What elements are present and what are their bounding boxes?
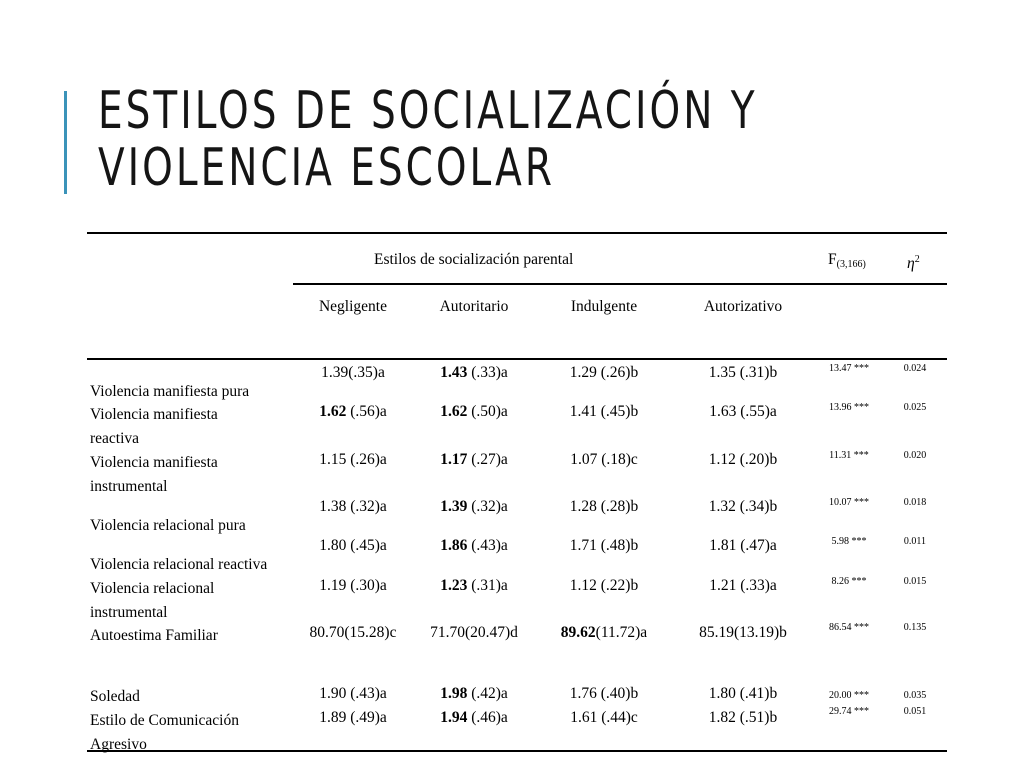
cell-emphasis: 1.39 (440, 498, 468, 515)
table-cell (534, 537, 674, 555)
cell-value: 85.19(13.19)b (699, 624, 787, 641)
cell-value: (.32)a (467, 498, 508, 515)
table-cell (673, 403, 813, 421)
eta-value: 0.015 (903, 576, 927, 587)
slide-title: ESTILOS DE SOCIALIZACIÓN Y VIOLENCIA ESCOLAR (98, 81, 758, 198)
table-cell (673, 451, 813, 469)
cell-emphasis: 1.94 (440, 709, 468, 726)
table-cell (534, 577, 674, 595)
table-cell (404, 451, 544, 469)
f-value: 5.98 *** (831, 536, 867, 547)
row-label (90, 514, 246, 538)
cell-value: 1.63 (.55)a (709, 403, 777, 420)
table-cell (283, 364, 423, 382)
cell-value: (.33)a (467, 364, 508, 381)
cell-value: 1.76 (.40)b (569, 685, 639, 702)
row-label-line: Violencia relacional pura (90, 517, 246, 534)
cell-value: 1.89 (.49)a (319, 709, 387, 726)
cell-value: (.46)a (467, 709, 508, 726)
cell-value: 1.12 (.20)b (708, 451, 778, 468)
eta-value: 0.135 (903, 622, 927, 633)
cell-value: 1.80 (.41)b (708, 685, 778, 702)
table-cell (534, 364, 674, 382)
table-top-rule (87, 232, 947, 234)
table-cell (283, 685, 423, 703)
cell-value: (.27)a (467, 451, 508, 468)
row-label (90, 403, 218, 451)
eta-value: 0.011 (903, 536, 927, 547)
table-cell (283, 624, 423, 642)
table-cell (404, 537, 544, 555)
cell-value: 1.12 (.22)b (569, 577, 639, 594)
row-label-line: Estilo de Comunicación (90, 712, 239, 729)
row-label (90, 624, 218, 648)
table-body-rule (87, 358, 947, 360)
cell-value: (.42)a (467, 685, 508, 702)
cell-value: 80.70(15.28)c (309, 624, 397, 641)
table-cell (404, 577, 544, 595)
table-header-rule (293, 283, 947, 285)
table-cell (673, 685, 813, 703)
table-cell (283, 709, 423, 727)
table-cell (283, 577, 423, 595)
row-label-line: Agresivo (90, 736, 147, 753)
table-cell (283, 498, 423, 516)
table-cell (404, 685, 544, 703)
table-cell (283, 537, 423, 555)
cell-value: 1.39(.35)a (321, 364, 385, 381)
table-cell (404, 624, 544, 642)
table-cell (404, 403, 544, 421)
cell-emphasis: 1.98 (440, 685, 468, 702)
table-cell (404, 709, 544, 727)
cell-value: 1.80 (.45)a (319, 537, 387, 554)
table-cell (673, 537, 813, 555)
cell-value: 1.28 (.28)b (569, 498, 639, 515)
row-label-line: Violencia relacional reactiva (90, 556, 268, 573)
cell-emphasis: 1.62 (440, 403, 468, 420)
eta-value: 0.051 (903, 706, 927, 717)
cell-value: 1.35 (.31)b (708, 364, 778, 381)
table-cell (404, 364, 544, 382)
eta-value: 0.035 (903, 690, 927, 701)
cell-value: 71.70(20.47)d (430, 624, 518, 641)
cell-value: 1.81 (.47)a (709, 537, 777, 554)
row-label (90, 577, 214, 625)
row-label-line: instrumental (90, 478, 168, 495)
table-cell (673, 577, 813, 595)
table-cell (534, 624, 674, 642)
cell-value: 1.19 (.30)a (319, 577, 387, 594)
table-cell (673, 709, 813, 727)
column-header: Negligente (318, 298, 387, 315)
group-header: Estilos de socialización parental (374, 251, 574, 268)
cell-value: (.50)a (467, 403, 508, 420)
cell-value: 1.07 (.18)c (570, 451, 638, 468)
title-accent-bar (64, 91, 67, 194)
table-cell (673, 624, 813, 642)
eta-squared-header: $\eta^2$ (907, 254, 920, 272)
column-header: Autorizativo (703, 298, 783, 315)
row-label (90, 380, 249, 404)
f-value: 20.00 *** (829, 690, 869, 701)
row-label-line: Violencia relacional (90, 580, 215, 597)
cell-value: 1.32 (.34)b (708, 498, 778, 515)
row-label-line: Violencia manifiesta (90, 406, 218, 423)
cell-value: 1.61 (.44)c (570, 709, 638, 726)
eta-value: 0.025 (903, 402, 927, 413)
row-label (90, 553, 267, 577)
cell-value: 1.21 (.33)a (709, 577, 777, 594)
row-label-line: reactiva (90, 430, 140, 447)
f-value: 13.47 *** (829, 363, 869, 374)
row-label-line: Violencia manifiesta pura (90, 383, 250, 400)
table-cell (283, 451, 423, 469)
cell-value: 1.41 (.45)b (569, 403, 639, 420)
row-label-line: Violencia manifiesta (90, 454, 218, 471)
table-cell (404, 498, 544, 516)
f-value: 13.96 *** (829, 402, 869, 413)
eta-value: 0.024 (903, 363, 927, 374)
cell-value: 1.71 (.48)b (569, 537, 639, 554)
f-value: 86.54 *** (829, 622, 869, 633)
cell-value: 1.90 (.43)a (319, 685, 387, 702)
f-value: 29.74 *** (829, 706, 869, 717)
eta-value: 0.018 (903, 497, 927, 508)
eta-value: 0.020 (903, 450, 927, 461)
table-cell (673, 498, 813, 516)
cell-value: 1.29 (.26)b (569, 364, 639, 381)
f-statistic-header: F(3,166) (828, 251, 866, 270)
cell-emphasis: 1.43 (440, 364, 468, 381)
table-cell (534, 403, 674, 421)
cell-emphasis: 1.86 (440, 537, 468, 554)
cell-value: 1.38 (.32)a (319, 498, 387, 515)
cell-value: (.31)a (467, 577, 508, 594)
table-cell (673, 364, 813, 382)
cell-value: (.56)a (346, 403, 387, 420)
row-label (90, 685, 140, 709)
row-label-line: Autoestima Familiar (90, 627, 218, 644)
row-label-line: instrumental (90, 604, 168, 621)
table-cell (534, 709, 674, 727)
table-cell (534, 498, 674, 516)
column-header: Indulgente (570, 298, 638, 315)
column-header: Autoritario (439, 298, 509, 315)
cell-emphasis: 1.17 (440, 451, 468, 468)
f-value: 11.31 *** (829, 450, 869, 461)
table-cell (534, 685, 674, 703)
f-value: 8.26 *** (831, 576, 867, 587)
row-label (90, 451, 218, 499)
cell-emphasis: 1.23 (440, 577, 468, 594)
table-cell (283, 403, 423, 421)
cell-emphasis: 1.62 (319, 403, 347, 420)
row-label-line: Soledad (90, 688, 140, 705)
cell-value: 1.15 (.26)a (319, 451, 387, 468)
cell-value: (11.72)a (595, 624, 648, 641)
f-value: 10.07 *** (829, 497, 869, 508)
cell-emphasis: 89.62 (560, 624, 596, 641)
table-cell (534, 451, 674, 469)
cell-value: (.43)a (467, 537, 508, 554)
row-label (90, 709, 239, 757)
cell-value: 1.82 (.51)b (708, 709, 778, 726)
